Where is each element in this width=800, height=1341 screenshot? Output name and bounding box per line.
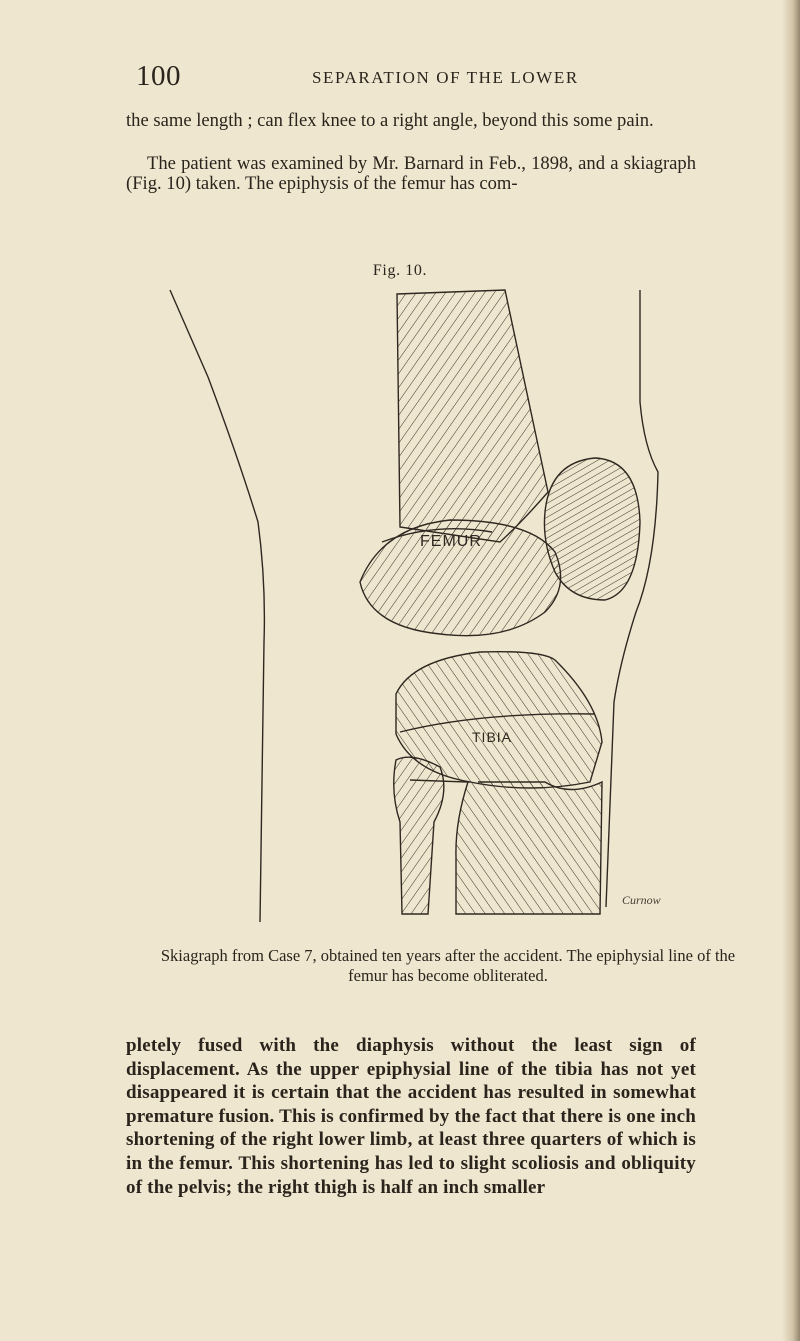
figure-caption: Skiagraph from Case 7, obtained ten years after the accident. The epiphysial line of the femur has become obliterated. <box>160 946 736 985</box>
page-edge-shadow <box>782 0 800 1341</box>
running-head <box>0 60 800 90</box>
page-number: 100 <box>136 60 181 92</box>
femur-shaft <box>397 290 548 542</box>
artist-signature: Curnow <box>622 893 661 907</box>
figure-label: Fig. 10. <box>372 262 428 279</box>
femur-label: FEMUR <box>420 533 482 550</box>
running-title: SEPARATION OF THE LOWER <box>312 68 579 87</box>
skiagraph-drawing <box>150 282 710 937</box>
tibia-label: TIBIA <box>472 729 513 745</box>
soft-tissue-right-outline <box>606 290 658 907</box>
paragraph-2: The patient was examined by Mr. Barnard in Feb., 1898, and a skiagraph (Fig. 10) taken. The epiphysis of the femur has com- <box>126 153 696 194</box>
fibula <box>394 757 444 914</box>
skiagraph-figure <box>150 282 710 937</box>
femur-lateral-condyle <box>544 458 640 600</box>
paragraph-3: pletely fused with the diaphysis without the least sign of displacement. As the upper epiphysial line of the tibia has not yet disappeared it is certain that the accident has resulted in somewhat premature fusion. This is confirmed by the fact that there is one inch shortening of the right lower limb, at least three quarters of which is in the femur. This shortening has led to slight scoliosis and obliquity of the pelvis; the right thigh is half an inch smaller <box>126 1035 696 1198</box>
soft-tissue-left-outline <box>170 290 264 922</box>
paragraph-1: the same length ; can flex knee to a right angle, beyond this some pain. <box>126 110 654 131</box>
